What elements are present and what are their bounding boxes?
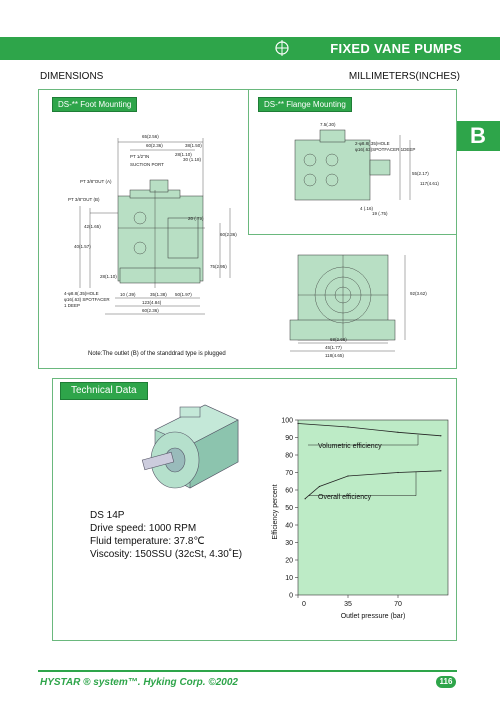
- y-tick-label: 70: [285, 470, 293, 477]
- drawing-note: Note:The outlet (B) of the standdrad type is plugged: [88, 351, 226, 357]
- section-tab-b: B: [456, 121, 500, 151]
- y-tick-label: 20: [285, 557, 293, 565]
- dim-label: 45(1.77): [325, 345, 342, 350]
- dim-label: 55(2.17): [412, 171, 429, 176]
- data-point: [297, 423, 298, 424]
- dim-label: 1 DEEP: [64, 303, 81, 308]
- dim-label: 75(2.95): [210, 264, 227, 269]
- data-point: [397, 432, 398, 433]
- y-tick-label: 10: [285, 575, 293, 582]
- page-title: FIXED VANE PUMPS: [330, 41, 462, 56]
- foot-mounting-title: DS-** Foot Mounting: [52, 97, 137, 112]
- y-tick-label: 100: [281, 417, 293, 425]
- data-point: [347, 475, 348, 476]
- dim-label: 28(1.10): [100, 274, 117, 279]
- dim-label: PT 3/8"OUT (B): [68, 197, 100, 202]
- data-point: [347, 426, 348, 427]
- dim-label: SUCTION PORT: [130, 162, 164, 167]
- dim-label: 123(4.84): [142, 300, 162, 305]
- y-tick-label: 60: [285, 487, 293, 495]
- dimensions-label: DIMENSIONS: [40, 71, 104, 82]
- x-axis-label: Outlet pressure (bar): [340, 613, 406, 620]
- drive-speed: Drive speed: 1000 RPM: [90, 523, 197, 534]
- dim-label: 35(1.38): [150, 292, 167, 297]
- dim-label: 38(1.50): [185, 143, 202, 148]
- pump-model: DS 14P: [90, 510, 125, 521]
- flange-mounting-title: DS-** Flange Mounting: [258, 97, 352, 112]
- dim-label: 50(1.97): [175, 292, 192, 297]
- dim-label: φ16(.63) SPOTFACER: [64, 297, 110, 302]
- dim-label: 117(4.61): [420, 181, 439, 186]
- dim-label: PT 1/2"IN: [130, 154, 150, 159]
- dim-label: 30 (1.18): [183, 157, 202, 162]
- dim-label: 68(2.68): [330, 337, 347, 342]
- y-axis-label: Efficiency percent: [272, 484, 279, 540]
- page-number: 116: [436, 676, 456, 688]
- data-point: [305, 498, 306, 499]
- dim-label: 42(1.65): [84, 224, 101, 229]
- x-tick-label: 0: [302, 601, 306, 608]
- y-tick-label: 0: [289, 592, 293, 600]
- footer-rule: [38, 670, 457, 672]
- dim-label: PT 3/8"OUT (A): [80, 179, 112, 184]
- data-point: [440, 435, 441, 436]
- foot-mounting-drawing: [60, 128, 235, 318]
- data-point: [397, 472, 398, 473]
- technical-data-title: Technical Data: [60, 382, 148, 400]
- dim-label: 118(4.65): [325, 353, 344, 358]
- dim-label: 20 (.79): [188, 216, 204, 221]
- dim-label: 60(2.36): [146, 143, 163, 148]
- dim-label: 65(2.56): [142, 134, 159, 139]
- y-tick-label: 50: [285, 505, 293, 512]
- footer-copyright: HYSTAR ® system™. Hyking Corp. ©2002: [40, 677, 238, 688]
- efficiency-chart: [268, 412, 450, 622]
- dim-label: 7.5(.30): [320, 122, 336, 127]
- fluid-temperature: Fluid temperature: 37.8℃: [90, 536, 205, 547]
- y-tick-label: 80: [285, 452, 293, 460]
- dim-label: 4-φ8.8(.35)HOLE: [64, 291, 99, 296]
- dim-label: 4 (.16): [360, 206, 374, 211]
- y-tick-label: 30: [285, 540, 293, 547]
- dim-label: 40(1.57): [74, 244, 91, 249]
- dim-label: 60(2.36): [220, 232, 237, 237]
- panel-divider: [248, 89, 249, 234]
- viscosity: Viscosity: 150SSU (32cSt, 4.30˚E): [90, 549, 243, 560]
- data-point: [440, 470, 441, 471]
- dim-label: 60(2.36): [142, 308, 159, 313]
- dim-label: φ16(.63)SPOTFACER 1DEEP: [355, 147, 416, 152]
- chart-annotation: Overall efficiency: [318, 493, 372, 501]
- hystar-logo-icon: [274, 40, 290, 56]
- x-tick-label: 70: [394, 601, 402, 608]
- dim-label: 19 (.75): [372, 211, 388, 216]
- dim-label: 92(3.62): [410, 291, 427, 296]
- flange-mounting-drawing: [260, 115, 455, 360]
- dim-label: 28(1.10): [175, 152, 192, 157]
- data-point: [319, 486, 320, 487]
- y-tick-label: 90: [285, 435, 293, 442]
- x-tick-label: 35: [344, 601, 352, 608]
- chart-annotation: Volumetric efficiency: [318, 443, 382, 450]
- pump-photo: [130, 400, 245, 495]
- dim-label: 2-φ8.8(.35)HOLE: [355, 141, 390, 146]
- units-label: MILLIMETERS(INCHES): [348, 71, 460, 82]
- dim-label: 10 (.39): [120, 292, 136, 297]
- y-tick-label: 40: [285, 522, 293, 530]
